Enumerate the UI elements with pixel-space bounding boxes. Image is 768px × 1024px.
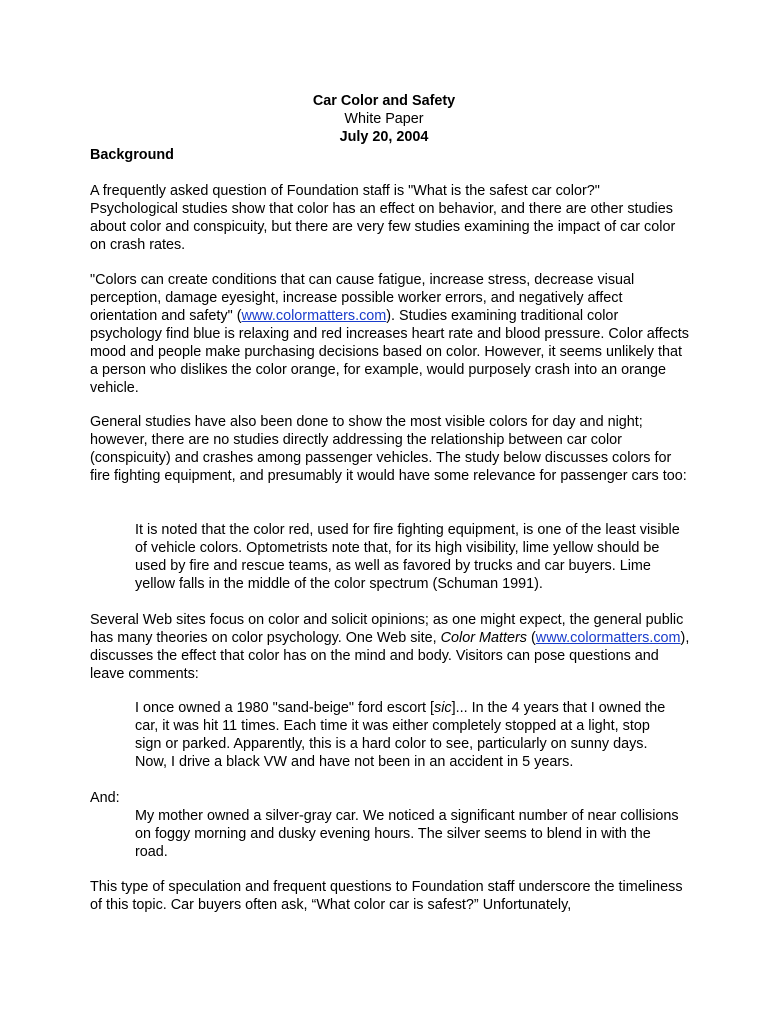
document-title: Car Color and Safety bbox=[312, 93, 456, 109]
block-quote-3: My mother owned a silver-gray car. We noticed a significant number of near collisions on foggy morning and dusky evening hours. The silver seems to blend in with the road. bbox=[135, 808, 679, 860]
paragraph-1: A frequently asked question of Foundation staff is "What is the safest car color?" Psychological studies show that color has an effect on behavior, and there are other studies about color and conspicuity, but there are very few studies examining the impact of car color on crash rates. bbox=[90, 183, 676, 253]
quote-2-text-b: ]... In the 4 years that I owned the car, it was hit 11 times. Each time it was either completely stopped at a light, stop sign or parked. Apparently, this is a hard color to see, particularly on sunny days. Now, I drive a black VW and have not been in an accident in 5 years. bbox=[135, 700, 666, 770]
block-quote-2 bbox=[135, 699, 680, 771]
paragraph-3: General studies have also been done to show the most visible colors for day and night; however, there are no studies directly addressing the relationship between car color (conspicuity) and crashes among passenger vehicles. The study below discusses colors for fire fighting equipment, and presumably it would have some relevance for passenger cars too: bbox=[90, 414, 687, 484]
paragraph-4-text-c: ), discusses the effect that color has on the mind and body. Visitors can pose questions and leave comments: bbox=[90, 630, 690, 682]
and-label: And: bbox=[90, 790, 120, 806]
document-subtitle: White Paper bbox=[344, 111, 424, 127]
paragraph-2 bbox=[90, 271, 690, 397]
colormatters-link[interactable]: www.colormatters.com bbox=[241, 308, 387, 324]
colormatters-link-2[interactable]: www.colormatters.com bbox=[535, 630, 681, 646]
paragraph-4-text-b: ( bbox=[527, 630, 536, 646]
paragraph-5: This type of speculation and frequent questions to Foundation staff underscore the timeliness of this topic. Car buyers often ask, “What color car is safest?” Unfortunately, bbox=[90, 879, 683, 913]
sic-italic: sic bbox=[434, 700, 452, 716]
paragraph-4 bbox=[90, 611, 690, 683]
block-quote-1: It is noted that the color red, used for fire fighting equipment, is one of the least visible of vehicle colors. Optometrists note that, for its high visibility, lime yellow should be used by fire and rescue teams, as well as favored by trucks and car buyers. Lime yellow falls in the middle of the color spectrum (Schuman 1991). bbox=[135, 522, 680, 592]
document-header bbox=[0, 92, 768, 146]
site-name-italic: Color Matters bbox=[440, 630, 527, 646]
paragraph-2-text-b: ). Studies examining traditional color psychology find blue is relaxing and red increases heart rate and blood pressure. Color affects mood and people make purchasing decisions based on color. However, it seems unlikely that a person who dislikes the color orange, for example, would purposely crash into an orange vehicle. bbox=[90, 308, 689, 396]
document-date: July 20, 2004 bbox=[339, 129, 429, 145]
paragraph-4-text-a: Several Web sites focus on color and solicit opinions; as one might expect, the general public has many theories on color psychology. One Web site, bbox=[90, 612, 684, 646]
quote-2-text-a: I once owned a 1980 "sand-beige" ford escort [ bbox=[135, 700, 435, 716]
section-heading: Background bbox=[90, 147, 174, 163]
paragraph-2-text-a: "Colors can create conditions that can cause fatigue, increase stress, decrease visual perception, damage eyesight, increase possible worker errors, and negatively affect orientation and safety" ( bbox=[90, 272, 635, 324]
